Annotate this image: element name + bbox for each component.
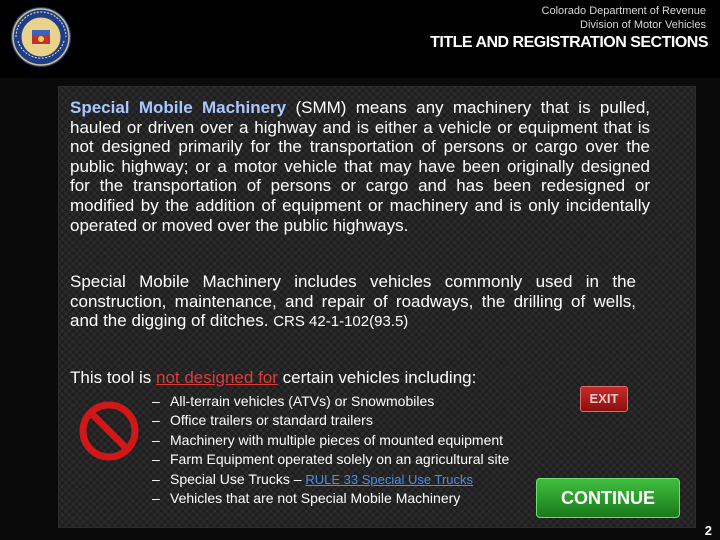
exclusions-intro-before: This tool is: [70, 368, 156, 387]
list-item: [152, 431, 509, 450]
smm-term: Special Mobile Machinery: [70, 98, 287, 117]
excluded-vehicles-list: [152, 392, 509, 508]
smm-includes-text: Special Mobile Machinery includes vehicles commonly used in the construction, maintenance, and repair of roadways, the drilling of wells, and the digging of ditches.: [70, 272, 636, 331]
list-item-text: Farm Equipment operated solely on an agricultural site: [170, 451, 510, 468]
smm-definition-text: (SMM) means any machinery that is pulled, hauled or driven over a highway and is either a vehicle or equipment that is not designed primarily for the transportation of persons or cargo over the public highway; or a motor vehicle that may have been originally designed for the transportation of persons or cargo and has been redesigned or modified by the addition of equipment or machinery and is only incidentally operated or moved over the public highways.: [70, 98, 651, 235]
department-name: [542, 4, 706, 32]
page-number: 2: [704, 523, 712, 538]
list-item-text: Vehicles that are not Special Mobile Machinery: [170, 489, 461, 506]
smm-includes: [70, 272, 636, 332]
section-title: TITLE AND REGISTRATION SECTIONS: [430, 34, 708, 51]
exclusions-intro-after: certain vehicles including:: [277, 368, 477, 387]
list-item: [152, 470, 509, 489]
prohibited-icon: [78, 400, 140, 462]
rule-33-link[interactable]: RULE 33 Special Use Trucks: [305, 471, 474, 487]
list-item: [152, 392, 509, 411]
list-item: [152, 411, 509, 430]
department-line-1: Colorado Department of Revenue: [541, 5, 706, 17]
list-item-text: Special Use Trucks –: [170, 470, 306, 487]
list-dash: –: [152, 470, 160, 487]
list-item-text: All-terrain vehicles (ATVs) or Snowmobiles: [170, 393, 435, 409]
list-dash: –: [152, 431, 160, 448]
list-dash: –: [152, 489, 160, 506]
list-dash: –: [152, 412, 160, 429]
list-item-text: Office trailers or standard trailers: [170, 412, 373, 429]
list-item: [152, 489, 509, 508]
list-item: [152, 450, 509, 469]
not-designed-for-warning: not designed for: [155, 368, 278, 387]
list-dash: –: [152, 451, 160, 468]
smm-definition: [70, 98, 650, 235]
list-dash: –: [152, 393, 160, 409]
list-item-text: Machinery with multiple pieces of mounted equipment: [170, 431, 504, 448]
page-header: [0, 0, 720, 78]
exclusions-intro: [70, 368, 570, 388]
department-line-2: Division of Motor Vehicles: [580, 19, 706, 31]
colorado-dept-revenue-seal-icon: [10, 6, 72, 68]
exit-button[interactable]: EXIT: [580, 386, 628, 412]
crs-citation: CRS 42-1-102(93.5): [273, 313, 409, 331]
continue-button[interactable]: CONTINUE: [536, 478, 680, 518]
